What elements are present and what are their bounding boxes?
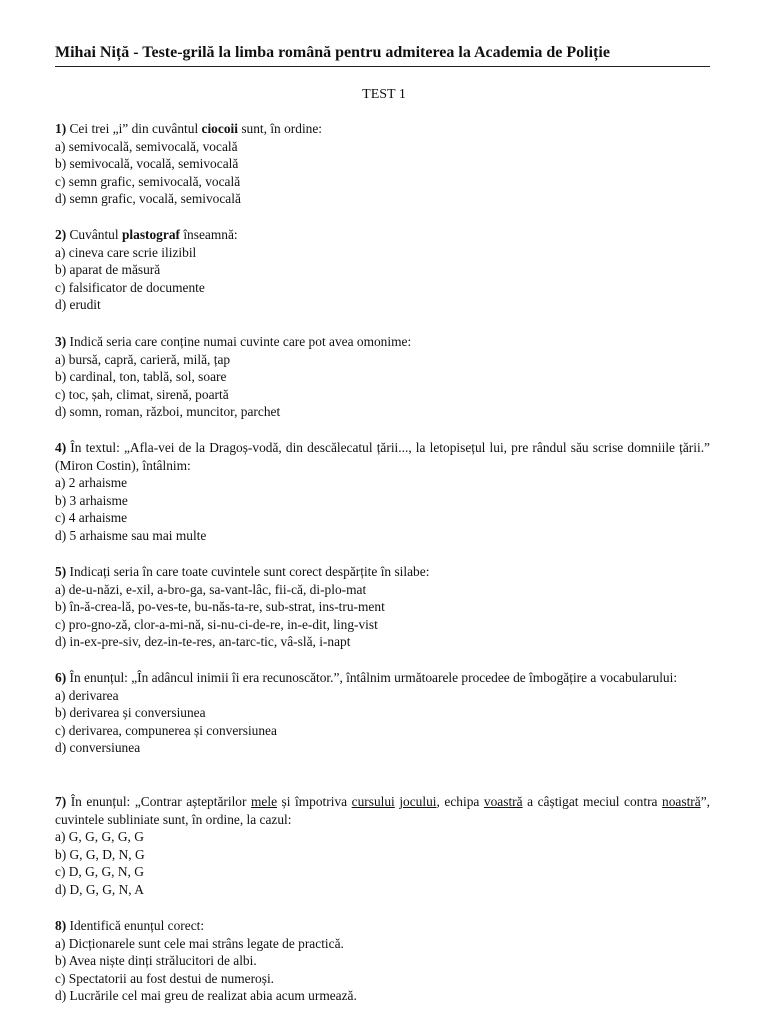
question-number: 4) bbox=[55, 440, 67, 455]
option-c: c) derivarea, compunerea și conversiunea bbox=[55, 722, 277, 738]
question-2 bbox=[55, 226, 710, 314]
option-d: d) D, G, G, N, A bbox=[55, 881, 144, 897]
question-4 bbox=[55, 439, 710, 545]
question-text: ”, cuvintele subliniate sunt, în ordine, la cazul: bbox=[55, 794, 710, 827]
question-number: 3) bbox=[55, 334, 67, 349]
question-1-stem bbox=[55, 120, 710, 138]
question-6 bbox=[55, 669, 710, 757]
question-3-stem bbox=[55, 333, 710, 351]
underlined-word: jocului bbox=[399, 794, 437, 809]
document-header: Mihai Niță - Teste-grilă la limba română pentru admiterea la Academia de Poliție bbox=[55, 44, 610, 61]
question-number: 8) bbox=[55, 918, 67, 933]
option-a: a) cineva care scrie ilizibil bbox=[55, 244, 197, 260]
question-2-stem bbox=[55, 226, 710, 244]
option-c: c) falsificator de documente bbox=[55, 279, 205, 295]
question-1 bbox=[55, 120, 710, 208]
question-text: și împotriva bbox=[277, 794, 352, 809]
question-text: înseamnă: bbox=[179, 227, 238, 242]
question-5-stem bbox=[55, 563, 710, 581]
question-text: Identifică enunțul corect: bbox=[66, 918, 205, 933]
question-number: 2) bbox=[55, 227, 67, 242]
underlined-word: cursului bbox=[351, 794, 395, 809]
option-d: d) somn, roman, război, muncitor, parchet bbox=[55, 404, 281, 420]
underlined-word: voastră bbox=[483, 794, 523, 809]
question-text: a câștigat meciul contra bbox=[522, 794, 663, 809]
option-a: a) 2 arhaisme bbox=[55, 475, 128, 491]
question-6-stem bbox=[55, 669, 710, 687]
option-a: a) de-u-năzi, e-xil, a-bro-ga, sa-vant-lâc, fii-că, di-plo-mat bbox=[55, 581, 367, 597]
option-c: c) 4 arhaisme bbox=[55, 510, 128, 526]
option-d: d) Lucrările cel mai greu de realizat abia acum urmează. bbox=[55, 988, 357, 1004]
option-b: b) derivarea și conversiunea bbox=[55, 705, 206, 721]
option-c: c) toc, șah, climat, sirenă, poartă bbox=[55, 386, 229, 402]
option-c: c) Spectatorii au fost destui de numeroși. bbox=[55, 970, 275, 986]
question-text: În enunțul: „În adâncul inimii îi era recunoscător.”, întâlnim următoarele procedee de îmbogățire a vocabularului: bbox=[66, 670, 678, 685]
option-c: c) semn grafic, semivocală, vocală bbox=[55, 173, 241, 189]
question-term: plastograf bbox=[121, 227, 180, 242]
question-term: ciocoii bbox=[201, 121, 238, 136]
question-5 bbox=[55, 563, 710, 651]
test-title: TEST 1 bbox=[362, 87, 406, 102]
option-a: a) semivocală, semivocală, vocală bbox=[55, 138, 238, 154]
underlined-word: noastră bbox=[662, 794, 701, 809]
question-number: 7) bbox=[55, 794, 67, 809]
question-text: În enunțul: „Contrar așteptărilor bbox=[66, 794, 251, 809]
option-d: d) 5 arhaisme sau mai multe bbox=[55, 527, 207, 543]
question-number: 5) bbox=[55, 564, 67, 579]
option-b: b) Avea niște dinți strălucitori de albi. bbox=[55, 953, 257, 969]
option-d: d) conversiunea bbox=[55, 740, 141, 756]
option-a: a) bursă, capră, carieră, milă, țap bbox=[55, 351, 231, 367]
underlined-word: mele bbox=[250, 794, 278, 809]
question-8-stem bbox=[55, 917, 710, 935]
option-b: b) 3 arhaisme bbox=[55, 492, 128, 508]
option-a: a) Dicționarele sunt cele mai strâns legate de practică. bbox=[55, 935, 344, 951]
question-text: , echipa bbox=[436, 794, 484, 809]
question-number: 1) bbox=[55, 121, 67, 136]
question-7-stem bbox=[55, 793, 710, 828]
option-a: a) derivarea bbox=[55, 687, 119, 703]
question-text: Indicați seria în care toate cuvintele sunt corect despărțite în silabe: bbox=[66, 564, 430, 579]
option-a: a) G, G, G, G, G bbox=[55, 829, 144, 845]
option-b: b) semivocală, vocală, semivocală bbox=[55, 156, 239, 172]
header-rule bbox=[55, 66, 710, 67]
option-c: c) D, G, G, N, G bbox=[55, 864, 144, 880]
question-3 bbox=[55, 333, 710, 421]
option-d: d) erudit bbox=[55, 297, 101, 313]
option-d: d) in-ex-pre-siv, dez-in-te-res, an-tarc-tic, vâ-slă, i-napt bbox=[55, 634, 351, 650]
question-8 bbox=[55, 917, 710, 1005]
option-b: b) cardinal, ton, tablă, sol, soare bbox=[55, 369, 227, 385]
question-text: Cei trei „i” din cuvântul bbox=[66, 121, 202, 136]
option-b: b) aparat de măsură bbox=[55, 262, 161, 278]
question-text: În textul: „Afla-vei de la Dragoș-vodă, din descălecatul țării..., la letopisețul lui, pre rândul său scrise domniile țării.” (Miron Costin), întâlnim: bbox=[55, 440, 710, 473]
question-4-stem bbox=[55, 439, 710, 474]
question-7 bbox=[55, 793, 710, 899]
question-text: Indică seria care conține numai cuvinte care pot avea omonime: bbox=[66, 334, 412, 349]
option-d: d) semn grafic, vocală, semivocală bbox=[55, 191, 241, 207]
question-text: sunt, în ordine: bbox=[237, 121, 323, 136]
option-b: b) G, G, D, N, G bbox=[55, 846, 145, 862]
option-b: b) în-ă-crea-lă, po-ves-te, bu-năs-ta-re, sub-strat, ins-tru-ment bbox=[55, 599, 385, 615]
question-text: Cuvântul bbox=[66, 227, 122, 242]
option-c: c) pro-gno-ză, clor-a-mi-nă, si-nu-ci-de-re, in-e-dit, ling-vist bbox=[55, 616, 378, 632]
question-number: 6) bbox=[55, 670, 67, 685]
